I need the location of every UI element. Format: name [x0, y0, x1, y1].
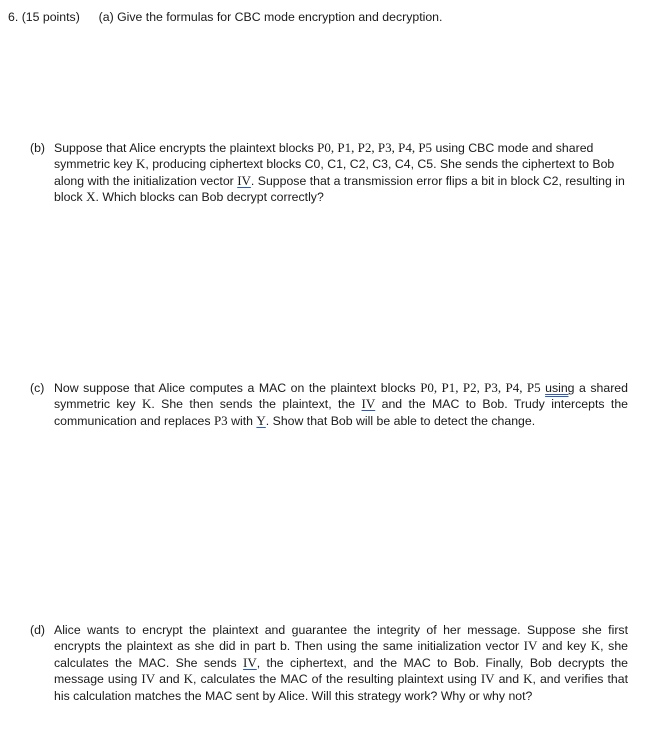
- part-a-label: (a): [98, 10, 114, 24]
- using-word: using: [545, 381, 575, 395]
- part-c-label: (c): [30, 381, 45, 395]
- part-d-text: Alice wants to encrypt the plaintext and guarantee the integrity of her message. Suppose she first encrypts the plaintext as she did in part b. Then using the same initialization vector IV and key K, she calculates the MAC. She sends IV, the ciphertext, and the MAC to Bob. Finally, Bob decrypts the message using IV and K, calculates the MAC of the resulting plaintext using IV and K, and verifies that his calculation matches the MAC sent by Alice. Will this strategy work? Why or why not?: [54, 623, 629, 703]
- block-p3: P3: [213, 412, 228, 428]
- key-symbol: K: [590, 638, 601, 654]
- part-c: [30, 380, 628, 429]
- iv-symbol: IV: [237, 172, 251, 188]
- block-x: X: [86, 189, 96, 205]
- question-number: 6.: [8, 10, 19, 24]
- question-points: (15 points): [21, 10, 80, 24]
- key-symbol: K: [523, 671, 533, 687]
- iv-symbol: IV: [523, 638, 538, 654]
- ciphertext-blocks: C0, C1, C2, C3, C4, C5: [304, 157, 434, 172]
- part-b: [30, 140, 628, 206]
- key-symbol: K: [135, 156, 146, 172]
- part-d-label: (d): [30, 623, 46, 637]
- question-header: [8, 9, 442, 25]
- part-b-label: (b): [30, 141, 46, 155]
- plaintext-blocks: P0, P1, P2, P3, P4, P5: [317, 140, 433, 155]
- iv-symbol: IV: [243, 654, 257, 670]
- part-a-text: Give the formulas for CBC mode encryption and decryption.: [117, 10, 443, 24]
- iv-symbol: IV: [480, 671, 495, 687]
- iv-symbol: IV: [361, 396, 376, 412]
- iv-symbol: IV: [141, 671, 156, 687]
- part-d: [30, 622, 628, 704]
- key-symbol: K: [141, 396, 152, 412]
- block-y: Y: [256, 412, 266, 428]
- part-c-text: Now suppose that Alice computes a MAC on the plaintext blocks P0, P1, P2, P3, P4, P5 using a shared symmetric key K. She then sends the plaintext, the IV and the MAC to Bob. Trudy intercepts the communication and replaces P3 with Y. Show that Bob will be able to detect the change.: [54, 380, 629, 428]
- part-b-text: Suppose that Alice encrypts the plaintext blocks P0, P1, P2, P3, P4, P5 using CBC mode and shared symmetric key K, producing ciphertext blocks C0, C1, C2, C3, C4, C5. She sends the ciphertext to Bob along with the initialization vector IV. Suppose that a transmission error flips a bit in block C2, resulting in block X. Which blocks can Bob decrypt correctly?: [54, 140, 625, 205]
- plaintext-blocks: P0, P1, P2, P3, P4, P5: [420, 380, 541, 395]
- block-c2: C2: [542, 173, 559, 188]
- key-symbol: K: [183, 671, 194, 687]
